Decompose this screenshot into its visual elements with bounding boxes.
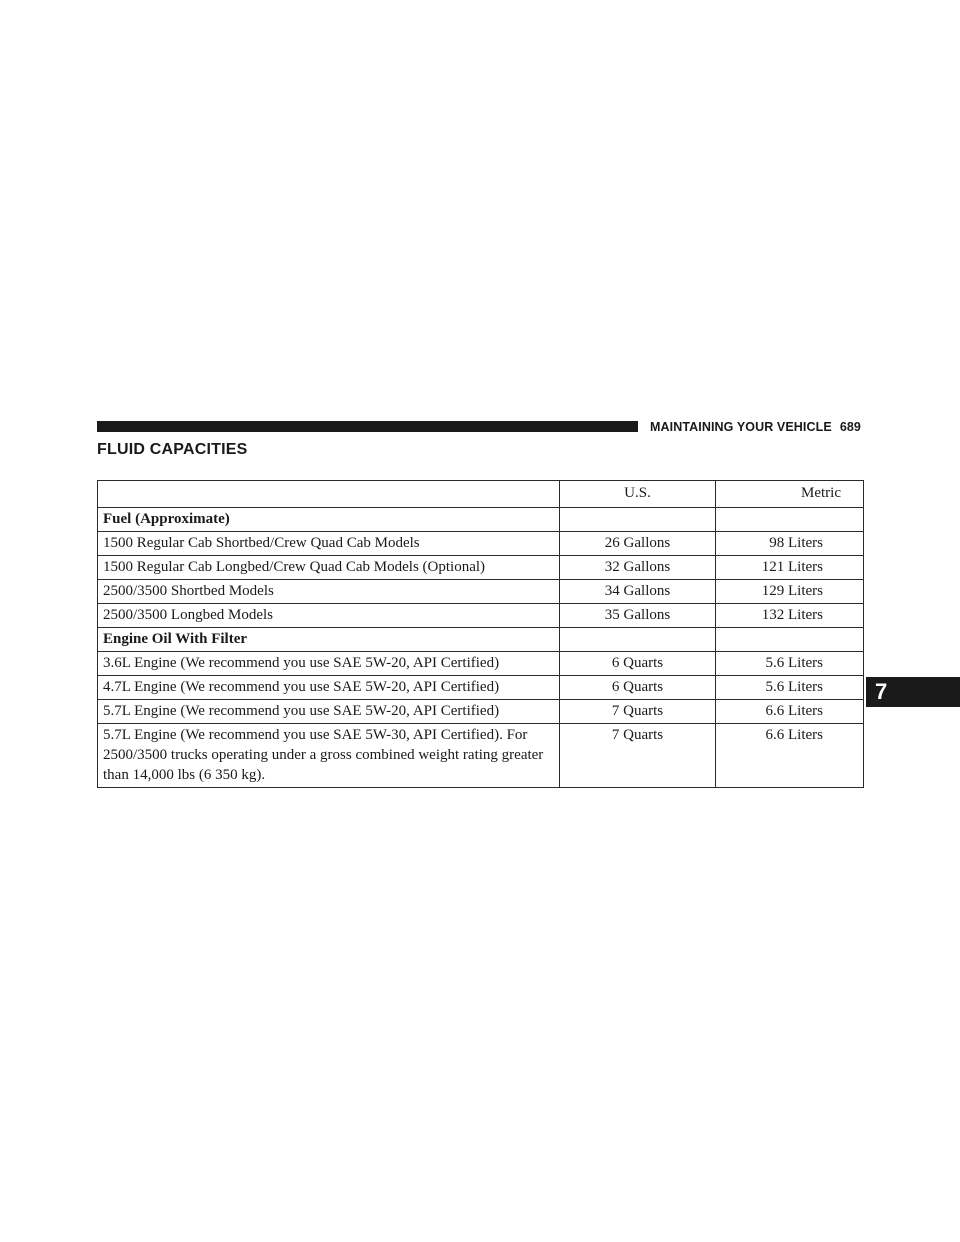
cell-us: 6 Quarts [560,676,716,700]
page-number: 689 [839,420,861,434]
cell-description: Fuel (Approximate) [98,508,560,532]
running-header-rule [97,421,638,432]
cell-us: 32 Gallons [560,556,716,580]
column-header-description [98,481,560,508]
table-row [98,604,864,628]
cell-us: 34 Gallons [560,580,716,604]
cell-metric [716,508,864,532]
section-title: FLUID CAPACITIES [97,441,248,458]
table-section-row [98,628,864,652]
cell-description: 2500/3500 Longbed Models [98,604,560,628]
table-header-row [98,481,864,508]
chapter-title: MAINTAINING YOUR VEHICLE [650,420,832,434]
table-row [98,556,864,580]
cell-description: Engine Oil With Filter [98,628,560,652]
table-row [98,652,864,676]
cell-us: 7 Quarts [560,700,716,724]
column-header-metric: Metric [716,481,864,508]
cell-metric [716,628,864,652]
cell-us: 6 Quarts [560,652,716,676]
cell-metric: 98 Liters [716,532,864,556]
cell-metric: 129 Liters [716,580,864,604]
table-row [98,676,864,700]
cell-description: 1500 Regular Cab Shortbed/Crew Quad Cab Models [98,532,560,556]
table-row [98,532,864,556]
cell-metric: 6.6 Liters [716,700,864,724]
cell-description: 2500/3500 Shortbed Models [98,580,560,604]
cell-metric: 6.6 Liters [716,724,864,788]
cell-description: 1500 Regular Cab Longbed/Crew Quad Cab Models (Optional) [98,556,560,580]
cell-description: 5.7L Engine (We recommend you use SAE 5W-20, API Certified) [98,700,560,724]
cell-us: 26 Gallons [560,532,716,556]
cell-us [560,628,716,652]
table-row [98,700,864,724]
running-header [650,419,861,435]
cell-metric: 121 Liters [716,556,864,580]
table-section-row [98,508,864,532]
fluid-capacities-table [97,480,864,788]
cell-us: 35 Gallons [560,604,716,628]
cell-metric: 5.6 Liters [716,652,864,676]
cell-us [560,508,716,532]
cell-description: 3.6L Engine (We recommend you use SAE 5W-20, API Certified) [98,652,560,676]
cell-metric: 132 Liters [716,604,864,628]
chapter-tab: 7 [866,677,960,707]
cell-description: 4.7L Engine (We recommend you use SAE 5W-20, API Certified) [98,676,560,700]
cell-description: 5.7L Engine (We recommend you use SAE 5W-30, API Certified). For 2500/3500 trucks operating under a gross combined weight rating greater than 14,000 lbs (6 350 kg). [98,724,560,788]
table-row [98,580,864,604]
cell-metric: 5.6 Liters [716,676,864,700]
cell-us: 7 Quarts [560,724,716,788]
table-row [98,724,864,788]
column-header-us: U.S. [560,481,716,508]
